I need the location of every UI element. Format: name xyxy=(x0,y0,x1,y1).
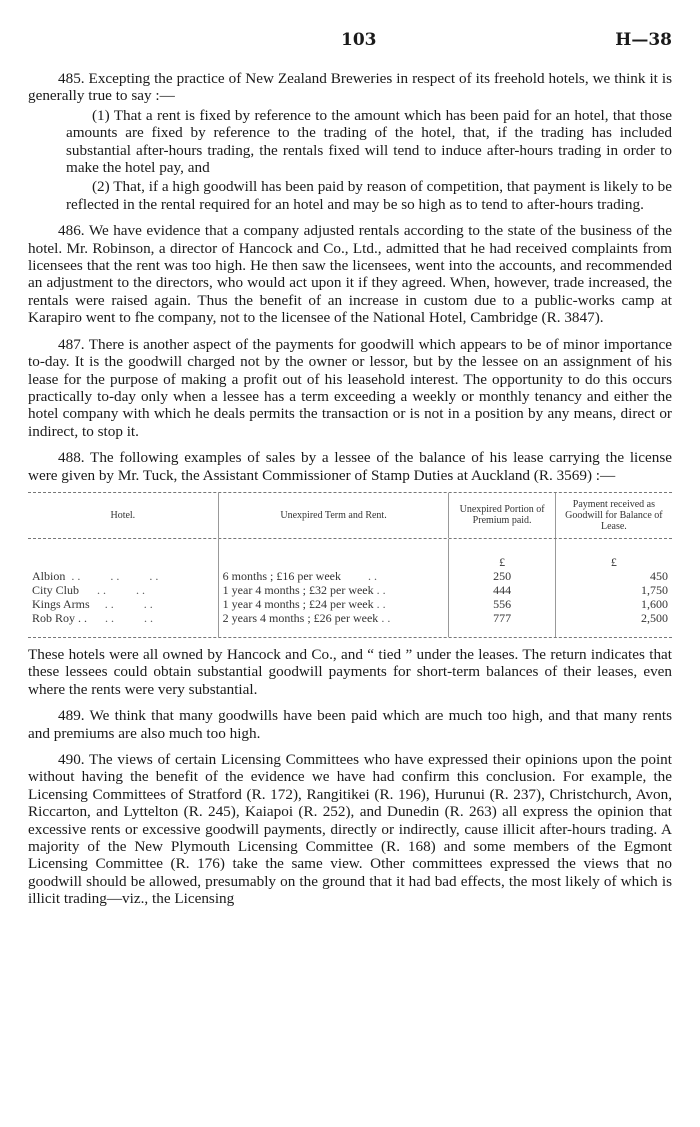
premium-value: 777 xyxy=(449,611,555,625)
paragraph-486: 486. We have evidence that a company adjusted rentals according to the state of the business of the hotel. Mr. Robinson, a director of Hancock and Co., Ltd., admitted that he had received complaints from licensees that the rent was too high. He then saw the licensees, went into the accounts, and recommended an adjustment to the directors, who would act upon it if they agreed. When, however, trade increased, the rentals were raised again. Thus the benefit of an increase in custom due to a public-works camp at Karapiro went to fhe company, not to the licensee of the National Hotel, Cambridge (R. 3847). xyxy=(28,222,672,327)
leader-dots: . . . . xyxy=(87,610,154,625)
paragraph-487: 487. There is another aspect of the payments for goodwill which appears to be of minor importance to-day. It is the goodwill charged not by the owner or lessor, but by the lessee on an assignment of his lease for the purpose of making a profit out of his leasehold interest. The opportunity to do this occurs practically to-day only when a lessee has a term exceeding a weekly or monthly tenancy and either the hotel company with which he deals permits the transaction or is not in a position by any means, direct or indirect, to stop it. xyxy=(28,335,672,440)
paragraph-485-intro: 485. Excepting the practice of New Zealand Breweries in respect of its freehold hotels, we think it is generally true to say :— xyxy=(28,70,672,105)
header-hotel: Hotel. xyxy=(110,509,136,521)
payment-value: 2,500 xyxy=(555,611,672,625)
table-bottom-rule xyxy=(28,637,672,638)
term-and-rent: 2 years 4 months ; £26 per week xyxy=(222,610,379,625)
header-payment: Payment received as Goodwill for Balance of Lease. xyxy=(555,493,672,538)
document-body xyxy=(28,70,672,908)
table-row xyxy=(28,569,672,583)
leader-dots: . . . . . . xyxy=(65,568,159,583)
hotel-name: Kings Arms xyxy=(32,596,90,611)
leader-dots: . . . . xyxy=(79,582,146,597)
payment-value: 450 xyxy=(555,569,672,583)
payment-value: 1,600 xyxy=(555,597,672,611)
leader-dots: . . . . xyxy=(89,596,153,611)
paragraph-489: 489. We think that many goodwills have been paid which are much too high, and that many rents and premiums are also much too high. xyxy=(28,707,672,742)
term-and-rent: 1 year 4 months ; £24 per week xyxy=(222,596,374,611)
hotel-name: Rob Roy . . xyxy=(32,610,88,625)
premium-value: 444 xyxy=(449,583,555,597)
payment-unit: £ xyxy=(555,539,672,569)
units-row xyxy=(28,539,672,569)
header-unexpired-term: Unexpired Term and Rent. xyxy=(218,493,449,538)
table-header-row xyxy=(28,493,672,538)
goodwill-table xyxy=(28,492,672,638)
hotel-name: City Club xyxy=(32,582,80,597)
paragraph-490: 490. The views of certain Licensing Committees who have expressed their opinions upon the point without having the benefit of the evidence we have had confirm this conclusion. For example, the Licensing Committees of Stratford (R. 172), Rangitikei (R. 196), Hurunui (R. 237), Christchurch, Avon, Riccarton, and Lyttelton (R. 245), Kaiapoi (R. 252), and Dunedin (R. 263) all express the opinion that excessive rents or excessive goodwill payments, directly or indirectly, cause illicit after-hours trading. A majority of the New Plymouth Licensing Committee (R. 168) and some members of the Egmont Licensing Committee (R. 176) take the same view. Other committees expressed the views that no goodwill should be allowed, presumably on the ground that it had bad effects, the most likely of which is illicit trading—viz., the Licensing xyxy=(28,750,672,908)
page-number: 103 xyxy=(341,30,377,50)
premium-value: 250 xyxy=(449,569,555,583)
payment-value: 1,750 xyxy=(555,583,672,597)
leader-dots: . . xyxy=(373,596,386,611)
header-premium: Unexpired Portion of Premium paid. xyxy=(449,493,555,538)
leader-dots: . . xyxy=(378,610,391,625)
paragraph-485-point-2: (2) That, if a high goodwill has been paid by reason of competition, that payment is likely to be reflected in the rental required for an hotel and may be so high as to tend to after-hours trading. xyxy=(66,178,672,213)
term-and-rent: 1 year 4 months ; £32 per week xyxy=(222,582,374,597)
leader-dots: . . xyxy=(340,568,377,583)
page-header xyxy=(28,30,672,50)
premium-unit: £ xyxy=(449,539,555,569)
premium-value: 556 xyxy=(449,597,555,611)
leader-dots: . . xyxy=(373,582,386,597)
paragraph-488: 488. The following examples of sales by a lessee of the balance of his lease carrying the license were given by Mr. Tuck, the Assistant Commissioner of Stamp Duties at Auckland (R. 3569) :— xyxy=(28,449,672,484)
table-row xyxy=(28,611,672,625)
table-row xyxy=(28,583,672,597)
paragraph-488-continuation: These hotels were all owned by Hancock and Co., and “ tied ” under the leases. The return indicates that these lessees could obtain substantial goodwill payments for short-term balances of their leases, even where the rents were very substantial. xyxy=(28,645,672,698)
paragraph-485-point-1: (1) That a rent is fixed by reference to the amount which has been paid for an hotel, that those amounts are fixed by reference to the trading of the hotel, that, if the trading has included substantial after-hours trading, the rentals fixed will tend to induce after-hours trading in order to make the hotel pay, and xyxy=(66,106,672,177)
table-row xyxy=(28,597,672,611)
hotel-name: Albion xyxy=(32,568,66,583)
term-and-rent: 6 months ; £16 per week xyxy=(222,568,341,583)
series-reference: H—38 xyxy=(615,30,672,50)
